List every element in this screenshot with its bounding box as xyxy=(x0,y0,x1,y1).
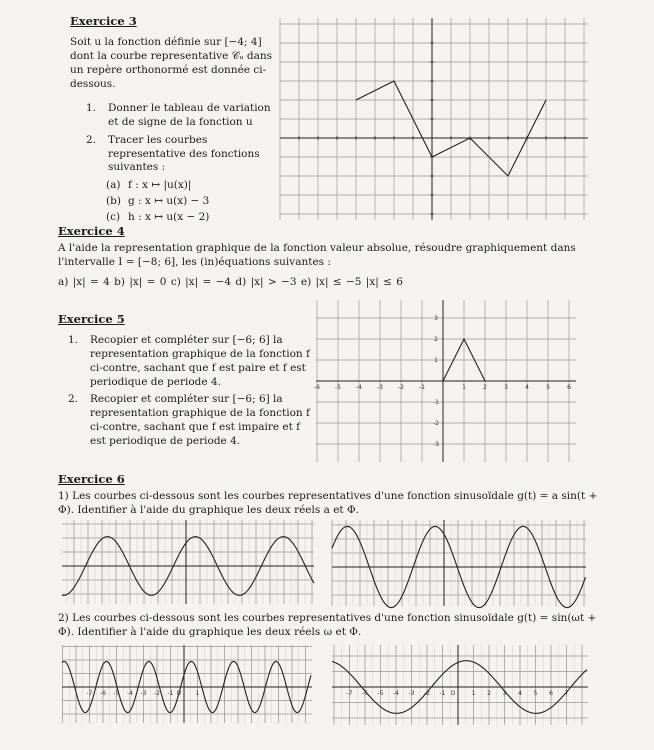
y-tick-label: 3 xyxy=(434,315,438,322)
ex5-q2: 2. Recopier et compléter sur [−6; 6] la representation graphique de la fonction f ci-contre, sachant que f est impaire et f est periodique de periode 4. xyxy=(68,393,310,448)
ex4-equations: a) |x| = 4 b) |x| = 0 c) |x| = −4 d) |x| > −3 e) |x| ≤ −5 |x| ≤ 6 xyxy=(58,276,403,288)
y-tick-label: -1 xyxy=(433,399,439,406)
x-tick-label: 4 xyxy=(525,384,529,391)
ex6-graph-2b xyxy=(332,645,588,725)
ex6-part2: 2) Les courbes ci-dessous sont les courbes representatives d'une fonction sinusoïdale g(t) = sin(ωt + Φ). Identifier à l'aide du graphique les deux réels ω et Φ. xyxy=(58,612,597,638)
x-tick-label: 3 xyxy=(502,690,507,697)
x-tick-label: -4 xyxy=(356,384,362,391)
x-tick-label: 2 xyxy=(487,690,491,697)
x-tick-label: 1 xyxy=(195,690,200,697)
ex5-q1: 1. Recopier et compléter sur [−6; 6] la representation graphique de la fonction f ci-contre, sachant que f est paire et f est periodique de periode 4. xyxy=(68,334,310,388)
ex3-qa: (a) f : x ↦ |u(x)| xyxy=(106,179,192,192)
x-tick-label: 5 xyxy=(533,690,538,697)
x-tick-label: -3 xyxy=(377,384,383,391)
ex3-q2: 2. Tracer les courbes representative des fonctions suivantes : xyxy=(86,133,260,174)
x-tick-label: 6 xyxy=(549,690,553,697)
y-tick-label: 1 xyxy=(434,357,438,364)
x-tick-label: -2 xyxy=(424,690,430,697)
ex3-title: Exercice 3 xyxy=(70,14,137,28)
y-tick-label: -3 xyxy=(433,441,439,448)
x-tick-label: -1 xyxy=(419,384,425,391)
origin-label: O xyxy=(450,690,456,697)
ex6-part1: 1) Les courbes ci-dessous sont les courbes representatives d'une fonction sinusoïdale g(t) = a sin(t + Φ). Identifier à l'aide du graphique les deux réels a et Φ. xyxy=(58,490,598,516)
x-tick-label: 5 xyxy=(546,384,550,391)
ex3-qc: (c) h : x ↦ u(x − 2) xyxy=(106,211,210,224)
x-tick-label: -4 xyxy=(127,690,133,697)
x-tick-label: -5 xyxy=(377,690,384,697)
ex3-questions xyxy=(86,102,274,225)
ex5-graph xyxy=(316,300,576,462)
x-tick-label: -5 xyxy=(335,384,341,391)
x-tick-label: -6 xyxy=(362,690,368,697)
ex5-questions xyxy=(68,334,312,449)
x-tick-label: 1 xyxy=(471,690,476,697)
x-tick-label: 1 xyxy=(462,384,466,391)
x-tick-label: -7 xyxy=(86,690,93,697)
ex5-title: Exercice 5 xyxy=(58,312,125,326)
x-tick-label: -1 xyxy=(439,690,446,697)
x-tick-label: -2 xyxy=(398,384,404,391)
x-tick-label: -1 xyxy=(167,690,174,697)
ex6-graph-1b xyxy=(332,520,586,606)
y-tick-label: 2 xyxy=(434,336,438,343)
ex6-title: Exercice 6 xyxy=(58,472,125,486)
x-tick-label: -6 xyxy=(100,690,106,697)
ex6-graph-2a xyxy=(62,645,312,723)
ex6-graph-1a xyxy=(62,520,314,604)
ex3-intro: Soit u la fonction définie sur [−4; 4] dont la courbe representative 𝒞ᵤ dans un repère orthonormé est donnée ci-dessous. xyxy=(70,36,272,90)
y-tick-label: -2 xyxy=(433,420,439,427)
origin-label: O xyxy=(176,690,182,697)
x-tick-label: -6 xyxy=(314,384,320,391)
ex4-text: A l'aide la representation graphique de la fonction valeur absolue, résoudre graphiquement dans l'intervalle I = [−8; 6], les (in)équations suivantes : xyxy=(58,242,576,268)
x-tick-label: -2 xyxy=(154,690,160,697)
x-tick-label: -5 xyxy=(113,690,120,697)
ex3-q1: 1. Donner le tableau de variation et de signe de la fonction u xyxy=(86,102,271,128)
ex3-graph xyxy=(280,18,588,220)
x-tick-label: -3 xyxy=(408,690,415,697)
x-tick-label: -4 xyxy=(393,690,399,697)
x-tick-label: 4 xyxy=(518,690,522,697)
ex3-qb: (b) g : x ↦ u(x) − 3 xyxy=(106,195,210,208)
x-tick-label: 6 xyxy=(567,384,571,391)
ex4-title: Exercice 4 xyxy=(58,224,125,238)
x-tick-label: -7 xyxy=(346,690,353,697)
x-tick-label: -3 xyxy=(140,690,147,697)
x-tick-label: 7 xyxy=(564,690,569,697)
x-tick-label: 2 xyxy=(483,384,487,391)
x-tick-label: 3 xyxy=(504,384,508,391)
